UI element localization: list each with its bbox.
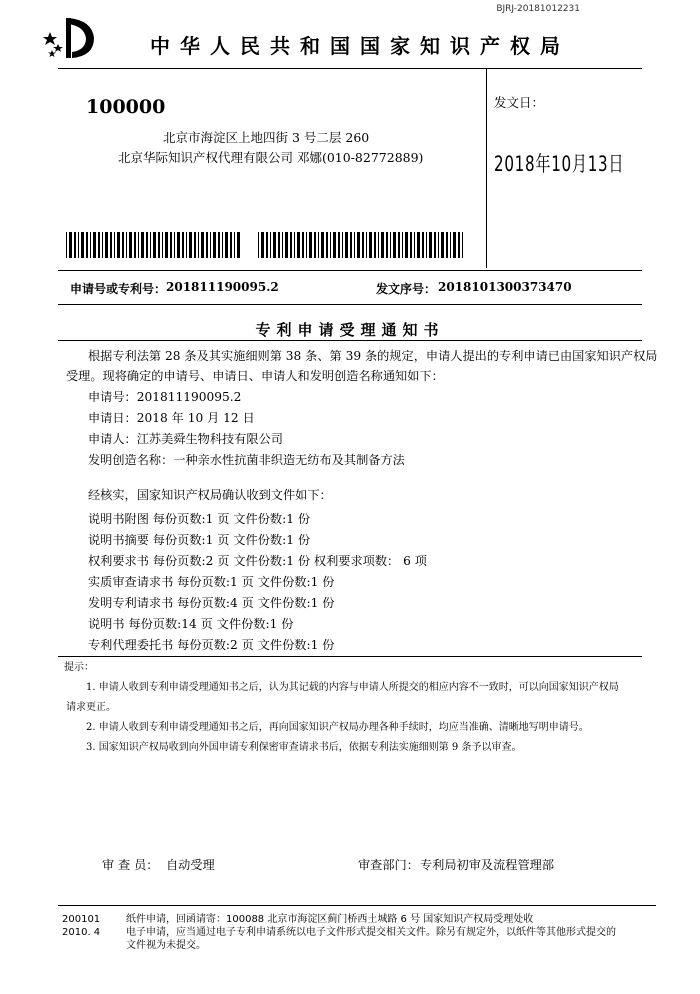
issue-date-label: 发文日： <box>494 95 545 110</box>
field-value: 一种亲水性抗菌非织造无纺布及其制备方法 <box>173 453 405 467</box>
field-label: 发明创造名称： <box>88 453 174 467</box>
examiner: 自动受理 <box>166 858 215 872</box>
received-intro: 经核实，国家知识产权局确认收到文件如下： <box>88 488 332 502</box>
footer-divider <box>58 905 656 906</box>
header-divider <box>58 68 642 69</box>
doc-serial-label: 发文序号： <box>376 282 437 296</box>
examiner-label: 审 查 员： <box>102 858 159 872</box>
file-item: 说明书摘要 每份页数:1 页 文件份数:1 份 <box>88 533 311 547</box>
file-item: 权利要求书 每份页数:2 页 文件份数:1 份 权利要求项数： 6 项 <box>88 554 427 568</box>
application-number: 201811190095.2 <box>166 280 279 294</box>
footer-line-2: 电子申请，应当通过电子专利申请系统以电子文件形式提交相关文件。除另有规定外，以纸件等其他形式提交的 <box>126 927 616 938</box>
received-files-list <box>88 509 427 656</box>
tip-3: 3. 国家知识产权局收到向外国申请专利保密审查请求书后，依据专利法实施细则第 9 条予以审查。 <box>86 742 522 753</box>
barcode-right <box>258 232 466 258</box>
footer-line-3: 文件视为未提交。 <box>126 940 206 951</box>
field-label: 申请人： <box>88 432 137 446</box>
notice-title: 专利申请受理通知书 <box>255 321 445 339</box>
intro-line-2: 受理。现将确定的申请号、申请日、申请人和发明创造名称通知如下： <box>66 369 444 383</box>
recipient-address: 北京市海淀区上地四街 3 号二层 260 <box>163 130 370 145</box>
footer-line-1: 纸件申请，回函请寄：100088 北京市海淀区蓟门桥西土城路 6 号 国家知识产权局受理处收 <box>126 914 534 925</box>
field-value: 2018 年 10 月 12 日 <box>136 411 255 425</box>
field-label: 申请日： <box>88 411 137 425</box>
file-item: 说明书附图 每份页数:1 页 文件份数:1 份 <box>88 512 311 526</box>
recipient-agency: 北京华际知识产权代理有限公司 邓娜(010-82772889) <box>118 150 424 165</box>
barcode-left <box>66 232 242 258</box>
field-value: 江苏美舜生物科技有限公司 <box>136 432 283 446</box>
postcode: 100000 <box>86 96 166 118</box>
address-divider <box>486 68 487 268</box>
department: 专利局初审及流程管理部 <box>420 858 555 872</box>
footer-code-1: 200101 <box>62 914 101 925</box>
tips-heading: 提示： <box>64 662 94 673</box>
intro-line-1: 根据专利法第 28 条及其实施细则第 38 条、第 39 条的规定，申请人提出的专利申请已由国家知识产权局 <box>88 349 658 363</box>
tip-1-line-2: 请求更正。 <box>66 702 116 713</box>
field-label: 申请号： <box>88 390 137 404</box>
barcode-divider <box>58 270 642 271</box>
document-code: BJRJ-20181012231 <box>496 4 580 14</box>
application-number-label: 申请号或专利号： <box>70 282 167 296</box>
doc-serial: 2018101300373470 <box>438 280 572 294</box>
office-name: 中华人民共和国国家知识产权局 <box>150 34 570 58</box>
field-invention-title <box>88 450 405 470</box>
tip-2: 2. 申请人收到专利申请受理通知书之后，再向国家知识产权局办理各种手续时，均应当准确、清晰地写明申请号。 <box>86 722 589 733</box>
department-label: 审查部门： <box>358 858 419 872</box>
file-item: 专利代理委托书 每份页数:2 页 文件份数:1 份 <box>88 638 335 652</box>
file-item: 说明书 每份页数:14 页 文件份数:1 份 <box>88 617 294 631</box>
issue-date: 2018年10月13日 <box>494 152 625 176</box>
file-item: 实质审查请求书 每份页数:1 页 文件份数:1 份 <box>88 575 335 589</box>
cnipa-logo-icon <box>42 14 102 60</box>
field-app-no <box>88 387 241 407</box>
field-filing-date <box>88 408 255 428</box>
field-value: 201811190095.2 <box>136 390 242 404</box>
footer-code-2: 2010. 4 <box>62 927 101 938</box>
field-applicant <box>88 429 283 449</box>
title-divider <box>58 340 642 341</box>
file-item: 发明专利请求书 每份页数:4 页 文件份数:1 份 <box>88 596 335 610</box>
tips-divider <box>58 656 642 657</box>
meta-divider <box>58 304 642 305</box>
tip-1-line-1: 1. 申请人收到专利申请受理通知书之后，认为其记载的内容与申请人所提交的相应内容不一致时，可以向国家知识产权局 <box>86 682 619 693</box>
